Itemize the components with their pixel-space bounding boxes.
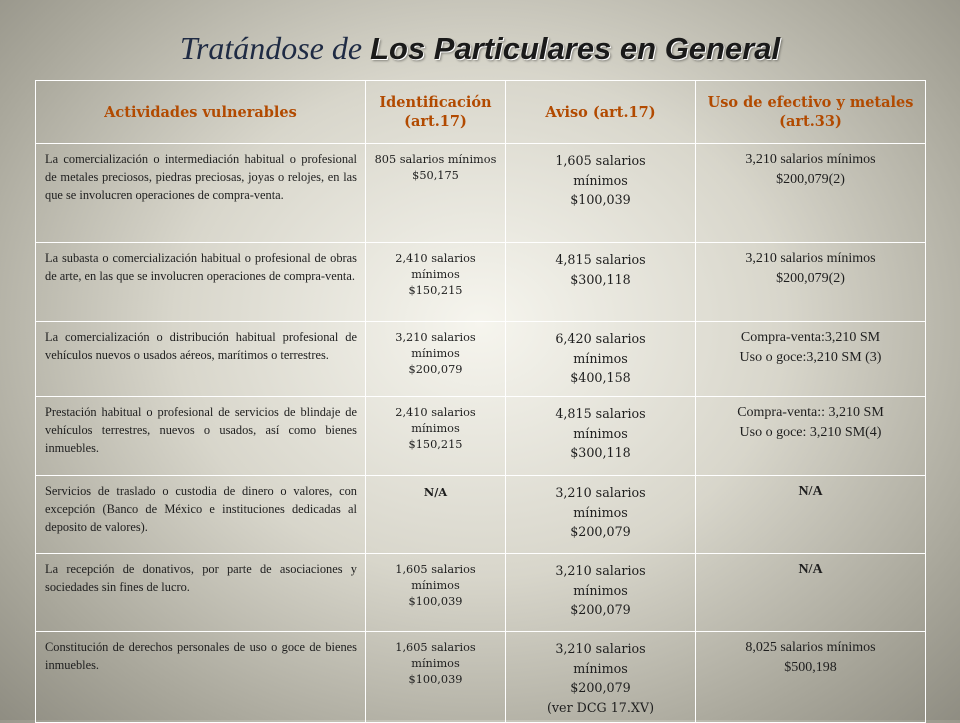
cell-identificacion xyxy=(366,632,506,723)
cell-uso-line: 8,025 salarios mínimos xyxy=(745,640,876,655)
cell-uso-line: 3,210 salarios mínimos xyxy=(745,152,876,167)
cell-uso-line: Compra-venta:3,210 SM xyxy=(740,330,881,345)
cell-uso-line: Compra-venta:: 3,210 SM xyxy=(737,405,884,420)
cell-actividad: La recepción de donativos, por parte de asociaciones y sociedades sin fines de lucro. xyxy=(36,554,366,632)
cell-uso-line: N/A xyxy=(798,484,823,499)
cell-identificacion-line: 3,210 salarios xyxy=(395,331,476,344)
cell-identificacion-line: $150,215 xyxy=(408,438,463,451)
cell-uso xyxy=(696,144,926,243)
cell-identificacion-line: mínimos xyxy=(411,422,460,435)
cell-identificacion-line: mínimos xyxy=(411,579,460,592)
cell-uso-line: Uso o goce: 3,210 SM(4) xyxy=(739,425,882,440)
cell-aviso xyxy=(506,322,696,397)
cell-identificacion-line: $50,175 xyxy=(412,169,459,182)
cell-identificacion xyxy=(366,243,506,322)
cell-identificacion-line: N/A xyxy=(423,485,448,499)
thresholds-table xyxy=(35,80,926,723)
cell-uso-line: $200,079(2) xyxy=(776,271,845,286)
cell-aviso-line: $200,079 xyxy=(570,602,631,617)
cell-identificacion xyxy=(366,144,506,243)
header-uso: Uso de efectivo y metales (art.33) xyxy=(696,81,926,144)
cell-uso xyxy=(696,397,926,476)
cell-aviso-line: $400,158 xyxy=(570,370,631,385)
table-row xyxy=(36,476,926,554)
slide-title xyxy=(0,30,960,67)
cell-aviso xyxy=(506,476,696,554)
cell-aviso-line: mínimos xyxy=(573,660,628,676)
table-body xyxy=(36,144,926,723)
cell-identificacion xyxy=(366,322,506,397)
cell-aviso-line: 3,210 salarios xyxy=(555,641,646,656)
cell-uso-line: $500,198 xyxy=(784,660,837,675)
cell-identificacion-line: mínimos xyxy=(411,347,460,360)
cell-actividad: Prestación habitual o profesional de servicios de blindaje de vehículos terrestres, nuevos o usados, así como bienes inmuebles. xyxy=(36,397,366,476)
cell-aviso-line: $300,118 xyxy=(570,271,631,287)
cell-aviso-line: $200,079 xyxy=(570,680,631,695)
cell-aviso-line: 3,210 salarios xyxy=(555,563,646,578)
cell-aviso-line: 6,420 salarios xyxy=(555,331,646,346)
table-row xyxy=(36,243,926,322)
cell-identificacion-line: 2,410 salarios xyxy=(395,252,476,265)
cell-aviso-line: $300,118 xyxy=(570,445,631,460)
cell-identificacion xyxy=(366,397,506,476)
table-row xyxy=(36,554,926,632)
cell-identificacion-line: 1,605 salarios xyxy=(395,641,476,654)
cell-uso xyxy=(696,322,926,397)
cell-aviso xyxy=(506,632,696,723)
table-row xyxy=(36,322,926,397)
cell-aviso-line: (ver DCG 17.XV) xyxy=(546,699,655,715)
cell-aviso xyxy=(506,144,696,243)
table-row xyxy=(36,632,926,723)
cell-actividad: Servicios de traslado o custodia de dinero o valores, con excepción (Banco de México e instituciones dedicadas al deposito de valores). xyxy=(36,476,366,554)
cell-identificacion-line: $150,215 xyxy=(408,284,463,297)
cell-actividad: La subasta o comercialización habitual o profesional de obras de arte, en las que se involucren operaciones de compra-venta. xyxy=(36,243,366,322)
table-header-row xyxy=(36,81,926,144)
cell-aviso-line: mínimos xyxy=(573,504,628,520)
cell-actividad: Constitución de derechos personales de uso o goce de bienes inmuebles. xyxy=(36,632,366,723)
header-aviso: Aviso (art.17) xyxy=(506,81,696,144)
cell-identificacion-line: 2,410 salarios xyxy=(395,406,476,419)
header-actividades: Actividades vulnerables xyxy=(36,81,366,144)
cell-aviso-line: mínimos xyxy=(573,172,628,188)
cell-identificacion xyxy=(366,476,506,554)
title-emphasis: Los Particulares en General xyxy=(370,31,781,66)
table-row xyxy=(36,144,926,243)
cell-aviso-line: mínimos xyxy=(573,425,628,441)
cell-identificacion-line: $100,039 xyxy=(408,673,463,686)
cell-identificacion-line: $100,039 xyxy=(408,595,463,608)
cell-identificacion xyxy=(366,554,506,632)
cell-aviso xyxy=(506,554,696,632)
cell-identificacion-line: 805 salarios mínimos xyxy=(374,153,497,166)
cell-uso xyxy=(696,632,926,723)
title-lead: Tratándose de xyxy=(179,30,371,66)
table-row xyxy=(36,397,926,476)
cell-uso-line: Uso o goce:3,210 SM (3) xyxy=(739,350,882,365)
cell-aviso-line: $100,039 xyxy=(570,192,631,207)
header-identificacion: Identificación (art.17) xyxy=(366,81,506,144)
cell-aviso-line: mínimos xyxy=(573,582,628,598)
cell-uso-line: N/A xyxy=(798,562,823,577)
cell-aviso-line: 3,210 salarios xyxy=(555,485,646,500)
cell-identificacion-line: mínimos xyxy=(411,657,460,670)
cell-identificacion-line: 1,605 salarios xyxy=(395,563,476,576)
cell-aviso xyxy=(506,397,696,476)
cell-aviso-line: $200,079 xyxy=(570,524,631,539)
cell-aviso-line: 4,815 salarios xyxy=(555,252,646,267)
cell-uso xyxy=(696,243,926,322)
cell-uso xyxy=(696,476,926,554)
cell-aviso-line: 1,605 salarios xyxy=(555,153,646,168)
cell-aviso-line: 4,815 salarios xyxy=(555,406,646,421)
cell-uso xyxy=(696,554,926,632)
cell-actividad: La comercialización o distribución habitual profesional de vehículos nuevos o usados aéreos, marítimos o terrestres. xyxy=(36,322,366,397)
cell-actividad: La comercialización o intermediación habitual o profesional de metales preciosos, piedras preciosas, joyas o relojes, en las que se involucren operaciones de compra-venta. xyxy=(36,144,366,243)
cell-uso-line: $200,079(2) xyxy=(776,172,845,187)
cell-uso-line: 3,210 salarios mínimos xyxy=(745,251,876,266)
cell-identificacion-line: $200,079 xyxy=(408,363,463,376)
cell-aviso xyxy=(506,243,696,322)
cell-identificacion-line: mínimos xyxy=(411,268,460,281)
cell-aviso-line: mínimos xyxy=(573,350,628,366)
